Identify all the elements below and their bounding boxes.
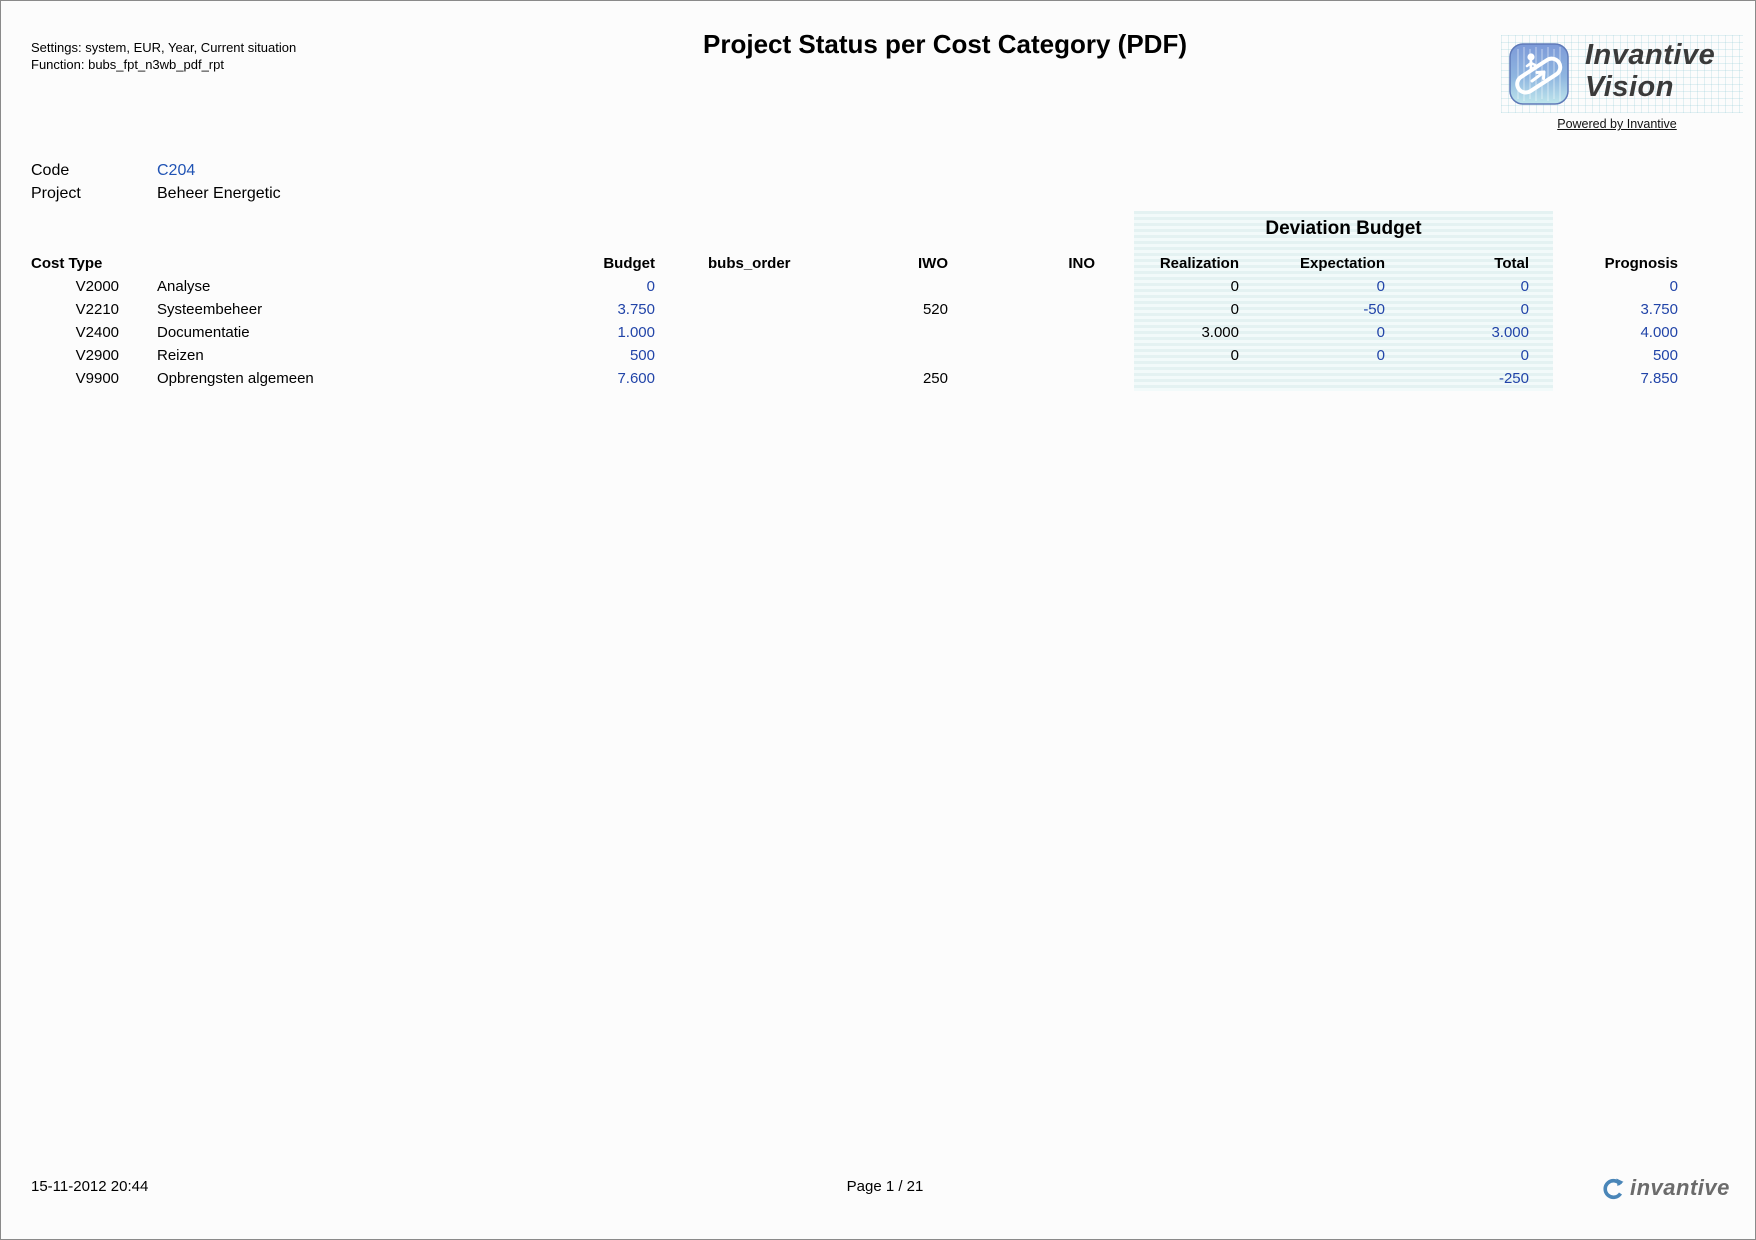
- cell-ino: [951, 298, 1098, 321]
- logo-wordmark-line1: Invantive: [1585, 39, 1716, 71]
- cell-realization: 3.000: [1201, 324, 1239, 341]
- cell-cost-type-code: V2900: [75, 347, 119, 364]
- col-header-budget: Budget: [603, 254, 655, 272]
- cell-expectation: 0: [1376, 324, 1385, 341]
- cell-prognosis: 3.750: [1640, 301, 1678, 318]
- cell-cost-type-code: V2210: [75, 301, 119, 318]
- cell-cost-type-name: Analyse: [157, 278, 211, 295]
- cell-prognosis: 500: [1652, 347, 1678, 364]
- cell-expectation: 0: [1376, 347, 1385, 364]
- cell-ino: [951, 321, 1098, 344]
- cost-table-body: [31, 275, 1681, 390]
- escalator-icon: [1509, 43, 1569, 105]
- table-row: [31, 298, 1681, 321]
- code-label: Code: [31, 162, 70, 179]
- cost-category-table: [31, 251, 1681, 390]
- cell-realization: 0: [1230, 347, 1239, 364]
- cell-total: 0: [1520, 301, 1529, 318]
- cell-total: 0: [1520, 347, 1529, 364]
- cell-expectation: -50: [1363, 301, 1385, 318]
- cell-prognosis: 0: [1669, 278, 1678, 295]
- table-header-row: [31, 251, 1681, 275]
- col-header-ino: INO: [1068, 254, 1095, 272]
- cell-bubs-order: [658, 298, 811, 321]
- cell-expectation: 0: [1376, 278, 1385, 295]
- deviation-budget-title: Deviation Budget: [1265, 218, 1422, 239]
- code-value-link[interactable]: C204: [157, 162, 196, 179]
- project-value: Beheer Energetic: [157, 185, 281, 202]
- settings-line: Settings: system, EUR, Year, Current situation: [31, 40, 297, 55]
- cell-bubs-order: [658, 321, 811, 344]
- cell-cost-type-name: Opbrengsten algemeen: [157, 370, 314, 387]
- cell-bubs-order: [658, 367, 811, 390]
- col-header-expectation: Expectation: [1299, 254, 1385, 272]
- cell-realization: 0: [1230, 301, 1239, 318]
- project-label: Project: [31, 185, 81, 202]
- powered-by-link[interactable]: Powered by Invantive: [1557, 117, 1677, 131]
- col-header-cost-type: Cost Type: [31, 254, 103, 272]
- cell-realization: [1098, 367, 1242, 390]
- col-header-realization: Realization: [1159, 254, 1239, 272]
- cell-iwo: 520: [922, 301, 948, 318]
- function-line: Function: bubs_fpt_n3wb_pdf_rpt: [31, 57, 224, 72]
- cell-iwo: [811, 275, 951, 298]
- cell-expectation: [1242, 367, 1388, 390]
- cell-ino: [951, 344, 1098, 367]
- table-row: [31, 367, 1681, 390]
- cell-iwo: [811, 344, 951, 367]
- cell-iwo: 250: [922, 370, 948, 387]
- invantive-vision-logo: [1501, 35, 1743, 113]
- table-row: [31, 344, 1681, 367]
- cell-bubs-order: [658, 275, 811, 298]
- footer-invantive-logo: [1602, 1175, 1732, 1203]
- cell-prognosis: 7.850: [1640, 370, 1678, 387]
- cell-ino: [951, 275, 1098, 298]
- cell-total: -250: [1498, 370, 1529, 387]
- col-header-bubs-order: bubs_order: [708, 254, 791, 272]
- logo-wordmark: [1585, 39, 1715, 103]
- page-title: Project Status per Cost Category (PDF): [703, 29, 1187, 59]
- footer-page-indicator: Page 1 / 21: [846, 1178, 924, 1195]
- logo-wordmark-line2: Vision: [1585, 71, 1674, 103]
- col-header-iwo: IWO: [918, 254, 948, 272]
- footer-timestamp: 15-11-2012 20:44: [31, 1178, 149, 1195]
- cell-budget: 7.600: [617, 370, 655, 387]
- circular-arrow-icon: [1602, 1177, 1626, 1201]
- cell-budget: 0: [646, 278, 655, 295]
- col-header-total: Total: [1494, 254, 1529, 272]
- cell-cost-type-code: V2000: [75, 278, 119, 295]
- cell-cost-type-code: V9900: [75, 370, 119, 387]
- cell-cost-type-name: Systeembeheer: [157, 301, 263, 318]
- cell-total: 3.000: [1491, 324, 1529, 341]
- table-row: [31, 275, 1681, 298]
- cell-bubs-order: [658, 344, 811, 367]
- cell-total: 0: [1520, 278, 1529, 295]
- cell-cost-type-name: Documentatie: [157, 324, 250, 341]
- cell-realization: 0: [1230, 278, 1239, 295]
- cell-budget: 3.750: [617, 301, 655, 318]
- cell-budget: 1.000: [617, 324, 655, 341]
- cell-budget: 500: [629, 347, 655, 364]
- cell-ino: [951, 367, 1098, 390]
- table-row: [31, 321, 1681, 344]
- cell-cost-type-name: Reizen: [157, 347, 204, 364]
- cell-iwo: [811, 321, 951, 344]
- col-header-prognosis: Prognosis: [1604, 254, 1678, 272]
- cell-cost-type-code: V2400: [75, 324, 119, 341]
- report-settings: [31, 39, 296, 73]
- footer-brand-text: invantive: [1630, 1175, 1730, 1200]
- cell-prognosis: 4.000: [1640, 324, 1678, 341]
